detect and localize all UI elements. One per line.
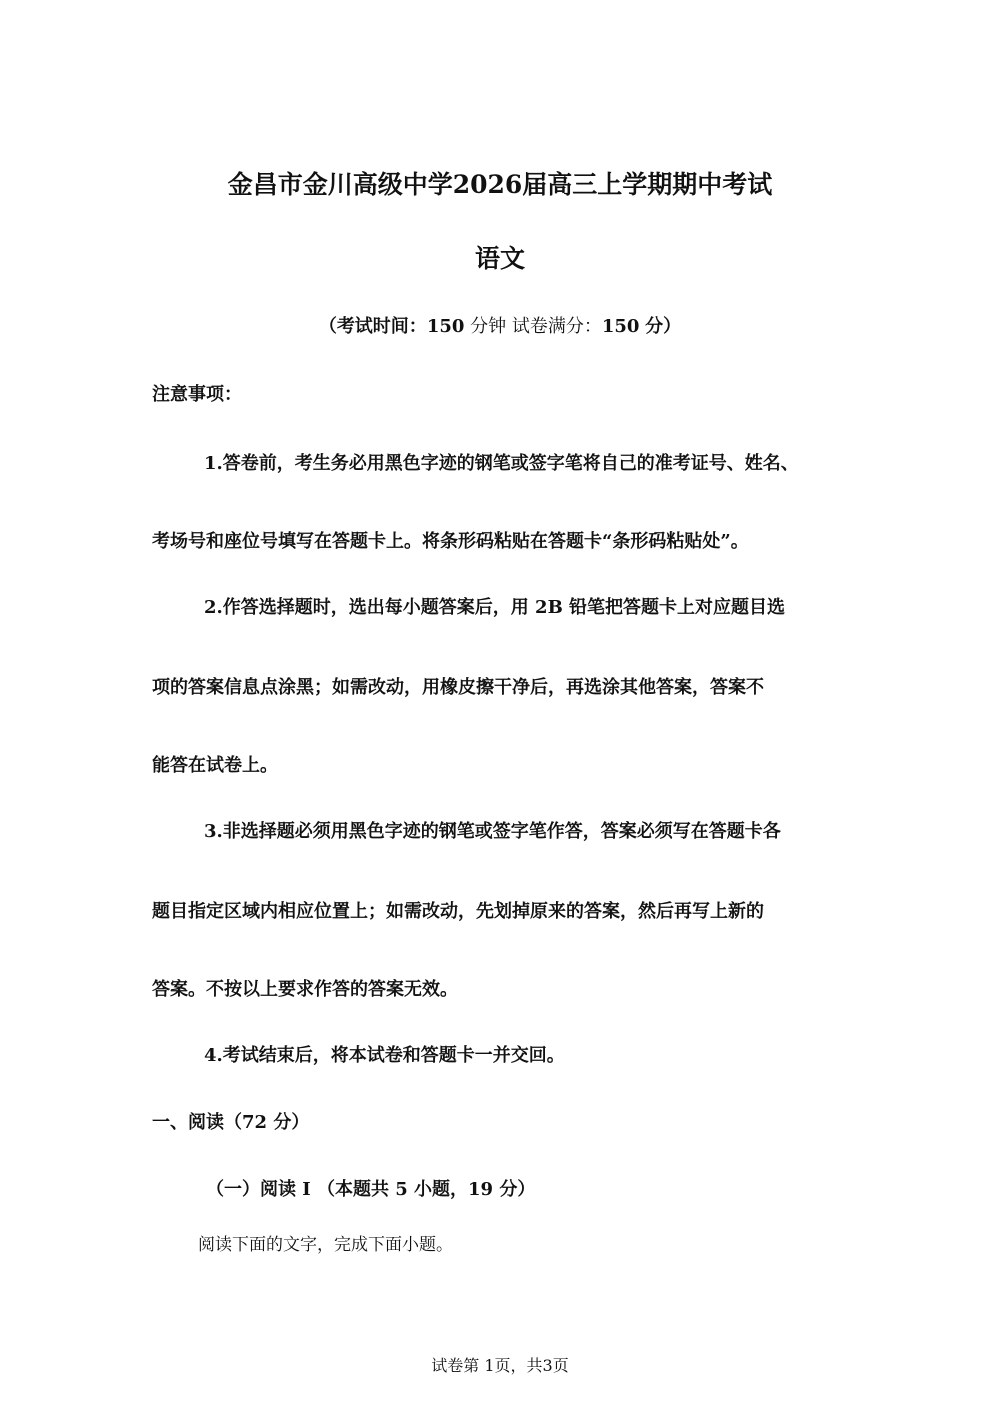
note-4-line-1: 4.考试结束后，将本试卷和答题卡一并交回。: [204, 1045, 565, 1066]
exam-info-close-paren: ）: [663, 316, 682, 337]
exam-score-unit: 分: [645, 316, 664, 337]
note-2-line-2: 项的答案信息点涂黑；如需改动，用橡皮擦干净后，再选涂其他答案，答案不: [152, 677, 764, 698]
note-3-line-1: 3.非选择题必须用黑色字迹的钢笔或签字笔作答，答案必须写在答题卡各: [204, 821, 781, 842]
note-2-line-1: 2.作答选择题时，选出每小题答案后，用 2B 铅笔把答题卡上对应题目选: [204, 597, 786, 618]
exam-time-unit: 分钟: [470, 316, 507, 337]
page-title: 金昌市金川高级中学2026届高三上学期期中考试: [227, 170, 773, 199]
exam-info-open-paren: （: [318, 316, 337, 337]
notice-heading: 注意事项：: [152, 384, 242, 405]
exam-score-label: 试卷满分：: [511, 316, 602, 337]
note-3-line-2: 题目指定区域内相应位置上；如需改动，先划掉原来的答案，然后再写上新的: [152, 901, 764, 922]
note-2-line-3: 能答在试卷上。: [152, 755, 278, 776]
exam-time-label: 考试时间：: [336, 316, 427, 337]
subsection-one-heading: （一）阅读 I （本题共 5 小题，19 分）: [206, 1179, 536, 1200]
subject-heading: 语文: [474, 244, 525, 273]
section-one-heading: 一、阅读（72 分）: [152, 1112, 310, 1133]
page-footer: 试卷第 1页，共3页: [431, 1356, 569, 1375]
note-1-line-2: 考场号和座位号填写在答题卡上。将条形码粘贴在答题卡“条形码粘贴处”。: [152, 531, 749, 552]
exam-info-line: [0, 318, 1000, 336]
note-1-line-1: 1.答卷前，考生务必用黑色字迹的钢笔或签字笔将自己的准考证号、姓名、: [204, 453, 799, 474]
exam-time-value: 150: [426, 316, 465, 337]
exam-score-value: 150: [601, 316, 640, 337]
note-3-line-3: 答案。不按以上要求作答的答案无效。: [152, 979, 458, 1000]
reading-instruction: 阅读下面的文字，完成下面小题。: [198, 1235, 453, 1255]
